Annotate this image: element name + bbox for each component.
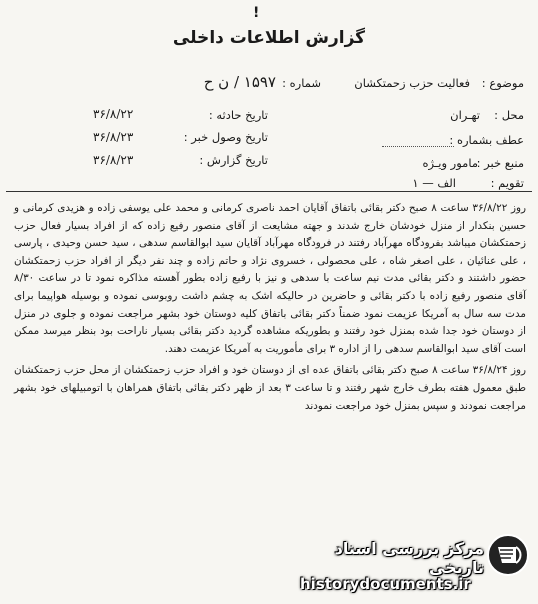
- received-date-value: ۳۶/۸/۲۳: [93, 130, 134, 144]
- subject-label: موضوع :: [481, 76, 524, 90]
- attachment-dots: [382, 145, 454, 147]
- evaluation-value: الف — ۱: [412, 176, 456, 190]
- source-label: منبع خبر :: [476, 156, 524, 170]
- attachment-label: عطف بشماره :: [449, 133, 524, 147]
- number-label: شماره :: [282, 76, 321, 90]
- place-value: تهـران: [450, 108, 480, 122]
- watermark-fa-text: مرکز بررسی اسناد تاریخی: [334, 539, 484, 577]
- source-value: مامور ویـژه: [422, 156, 478, 170]
- place-label: محل :: [494, 108, 524, 122]
- watermark-url: historydocuments.ir: [300, 575, 471, 593]
- report-body: [14, 200, 526, 419]
- watermark: [300, 533, 530, 597]
- report-date-label: تاریخ گزارش :: [199, 153, 268, 167]
- received-date-label: تاریخ وصول خبر :: [183, 130, 268, 144]
- subject-value: فعالیت حزب زحمتکشان: [354, 76, 470, 90]
- report-date-value: ۳۶/۸/۲۳: [93, 153, 134, 167]
- document-title: گزارش اطلاعات داخلی: [172, 28, 366, 48]
- evaluation-label: تقویم :: [490, 176, 524, 190]
- paragraph-2: روز ۳۶/۸/۲۴ ساعت ۸ صبح دکتر بقائی باتفاق عده ای از دوستان خود و افراد حزب زحمتکشان از محل حزب زحمتکشان طبق معمول هفته بطرف خارج شهر رفتند و تا ساعت ۳ بعد از ظهر دکتر بقائی باتفاق همراهان با اتومبیلهای خود بشهر مراجعت نمودند و سپس بمنزل خود مراجعت نمودند: [14, 364, 526, 412]
- event-date-value: ۳۶/۸/۲۲: [93, 107, 134, 121]
- archive-seal-icon: [486, 533, 530, 577]
- event-date-label: تاریخ حادثه :: [208, 108, 268, 122]
- number-value: ۱۵۹۷ / ن ح: [203, 73, 276, 91]
- header-divider: [6, 191, 532, 192]
- paragraph-1: روز ۳۶/۸/۲۲ ساعت ۸ صبح دکتر بقائی باتفاق آقایان احمد ناصری کرمانی و محمد علی یوسفی زاده و هزیدی کرمانی و حسین بنکدار از منزل خودشان خارج شدند و جهته مشایعت از آقای منصور رفیع زاده که از افراد بسیار فعال حزب زحمتکشان میباشد بفرودگاه مهرآباد رفتند در فرودگاه مهرآباد آقایان سید ابوالقاسم سدهی ، سید حسن وحیدی ، پارسی ، علی عنائیان ، علی اصغر شاه ، علی محصولی ، خسروی نژاد و حاتم زاده و چند نفر دیگر از افراد حزب زحمتکشان حضور داشتند و دکتر بقائی مدت نیم ساعت با سدهی و نیز با رفیع زاده بطور آهسته مذاکره نمود تا در ساعت ۸/۳۰ آقای منصور رفیع زاده با دکتر بقائی و حاضرین در حالیکه اشک به چشم داشت روبوسی نموده و بوسیله هواپیما برای مدت سه سال به آمریکا عزیمت نمود ضمناً دکتر بقائی باتفاق کلیه دوستان خود بشهر مراجعت نموده و جلوی در منزل از دوستان خود جدا شده بمنزل خود رفتند و بطوریکه مشاهده گردید دکتر بقائی بسیار ناراحت بود بنظر میرسد ممکن است آقای سید ابوالقاسم سدهی را از اداره ۳ برای مأموریت به آمریکا عزیمت دهند.: [14, 202, 526, 355]
- corner-mark: !: [253, 5, 260, 21]
